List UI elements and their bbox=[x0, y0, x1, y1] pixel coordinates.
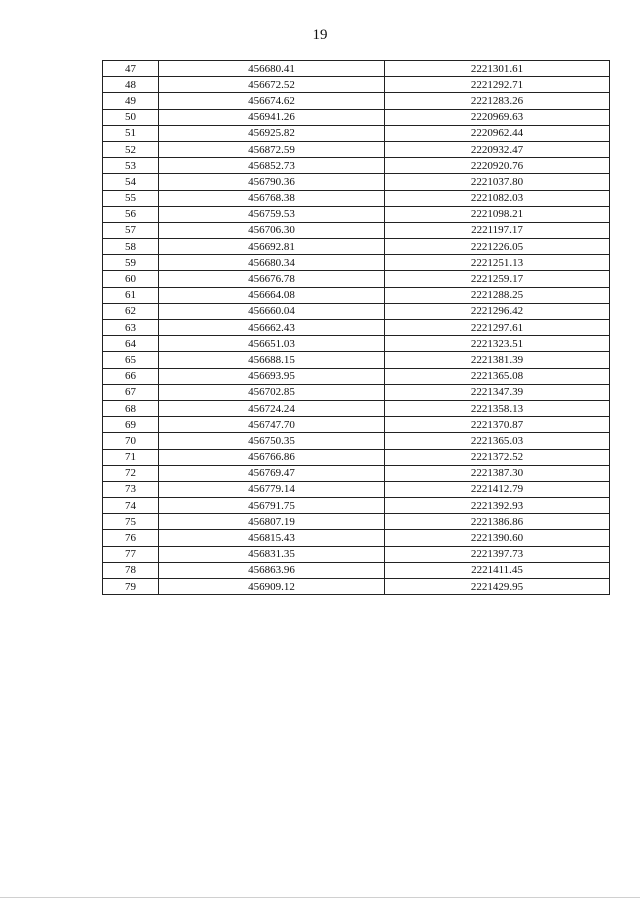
point-number-cell: 53 bbox=[103, 158, 159, 174]
x-coordinate-cell: 456651.03 bbox=[159, 336, 385, 352]
table-row bbox=[103, 384, 610, 400]
table-row bbox=[103, 368, 610, 384]
point-number-cell: 60 bbox=[103, 271, 159, 287]
page-number: 19 bbox=[312, 27, 328, 43]
x-coordinate-cell: 456769.47 bbox=[159, 465, 385, 481]
point-number-cell: 69 bbox=[103, 417, 159, 433]
coordinates-table-body bbox=[103, 61, 610, 595]
x-coordinate-cell: 456674.62 bbox=[159, 93, 385, 109]
x-coordinate-cell: 456807.19 bbox=[159, 514, 385, 530]
y-coordinate-cell: 2221288.25 bbox=[385, 287, 610, 303]
x-coordinate-cell: 456662.43 bbox=[159, 320, 385, 336]
x-coordinate-cell: 456768.38 bbox=[159, 190, 385, 206]
y-coordinate-cell: 2221301.61 bbox=[385, 61, 610, 77]
table-row bbox=[103, 530, 610, 546]
y-coordinate-cell: 2221251.13 bbox=[385, 255, 610, 271]
table-row bbox=[103, 222, 610, 238]
table-row bbox=[103, 206, 610, 222]
table-row bbox=[103, 271, 610, 287]
table-row bbox=[103, 546, 610, 562]
x-coordinate-cell: 456852.73 bbox=[159, 158, 385, 174]
x-coordinate-cell: 456779.14 bbox=[159, 481, 385, 497]
x-coordinate-cell: 456676.78 bbox=[159, 271, 385, 287]
table-row bbox=[103, 77, 610, 93]
x-coordinate-cell: 456706.30 bbox=[159, 222, 385, 238]
x-coordinate-cell: 456941.26 bbox=[159, 109, 385, 125]
point-number-cell: 55 bbox=[103, 190, 159, 206]
point-number-cell: 66 bbox=[103, 368, 159, 384]
table-row bbox=[103, 61, 610, 77]
x-coordinate-cell: 456660.04 bbox=[159, 303, 385, 319]
y-coordinate-cell: 2221259.17 bbox=[385, 271, 610, 287]
y-coordinate-cell: 2221412.79 bbox=[385, 481, 610, 497]
point-number-cell: 72 bbox=[103, 465, 159, 481]
point-number-cell: 76 bbox=[103, 530, 159, 546]
y-coordinate-cell: 2221323.51 bbox=[385, 336, 610, 352]
y-coordinate-cell: 2220969.63 bbox=[385, 109, 610, 125]
point-number-cell: 63 bbox=[103, 320, 159, 336]
y-coordinate-cell: 2221392.93 bbox=[385, 498, 610, 514]
y-coordinate-cell: 2221372.52 bbox=[385, 449, 610, 465]
point-number-cell: 64 bbox=[103, 336, 159, 352]
point-number-cell: 65 bbox=[103, 352, 159, 368]
x-coordinate-cell: 456790.36 bbox=[159, 174, 385, 190]
y-coordinate-cell: 2221037.80 bbox=[385, 174, 610, 190]
x-coordinate-cell: 456724.24 bbox=[159, 400, 385, 416]
table-row bbox=[103, 303, 610, 319]
point-number-cell: 58 bbox=[103, 239, 159, 255]
coordinates-table bbox=[102, 60, 610, 595]
y-coordinate-cell: 2221429.95 bbox=[385, 579, 610, 595]
table-row bbox=[103, 239, 610, 255]
y-coordinate-cell: 2221386.86 bbox=[385, 514, 610, 530]
table-row bbox=[103, 158, 610, 174]
point-number-cell: 57 bbox=[103, 222, 159, 238]
x-coordinate-cell: 456759.53 bbox=[159, 206, 385, 222]
y-coordinate-cell: 2220932.47 bbox=[385, 141, 610, 157]
y-coordinate-cell: 2221387.30 bbox=[385, 465, 610, 481]
point-number-cell: 79 bbox=[103, 579, 159, 595]
x-coordinate-cell: 456747.70 bbox=[159, 417, 385, 433]
point-number-cell: 74 bbox=[103, 498, 159, 514]
y-coordinate-cell: 2221411.45 bbox=[385, 562, 610, 578]
y-coordinate-cell: 2221397.73 bbox=[385, 546, 610, 562]
x-coordinate-cell: 456863.96 bbox=[159, 562, 385, 578]
y-coordinate-cell: 2221390.60 bbox=[385, 530, 610, 546]
y-coordinate-cell: 2221297.61 bbox=[385, 320, 610, 336]
x-coordinate-cell: 456680.41 bbox=[159, 61, 385, 77]
x-coordinate-cell: 456664.08 bbox=[159, 287, 385, 303]
point-number-cell: 47 bbox=[103, 61, 159, 77]
point-number-cell: 73 bbox=[103, 481, 159, 497]
table-row bbox=[103, 449, 610, 465]
point-number-cell: 71 bbox=[103, 449, 159, 465]
table-row bbox=[103, 109, 610, 125]
point-number-cell: 67 bbox=[103, 384, 159, 400]
point-number-cell: 61 bbox=[103, 287, 159, 303]
y-coordinate-cell: 2221365.08 bbox=[385, 368, 610, 384]
x-coordinate-cell: 456831.35 bbox=[159, 546, 385, 562]
x-coordinate-cell: 456925.82 bbox=[159, 125, 385, 141]
table-row bbox=[103, 562, 610, 578]
table-row bbox=[103, 190, 610, 206]
x-coordinate-cell: 456872.59 bbox=[159, 141, 385, 157]
y-coordinate-cell: 2221370.87 bbox=[385, 417, 610, 433]
y-coordinate-cell: 2221358.13 bbox=[385, 400, 610, 416]
table-row bbox=[103, 93, 610, 109]
y-coordinate-cell: 2221197.17 bbox=[385, 222, 610, 238]
table-row bbox=[103, 125, 610, 141]
x-coordinate-cell: 456791.75 bbox=[159, 498, 385, 514]
x-coordinate-cell: 456702.85 bbox=[159, 384, 385, 400]
point-number-cell: 77 bbox=[103, 546, 159, 562]
point-number-cell: 52 bbox=[103, 141, 159, 157]
x-coordinate-cell: 456680.34 bbox=[159, 255, 385, 271]
x-coordinate-cell: 456692.81 bbox=[159, 239, 385, 255]
table-row bbox=[103, 352, 610, 368]
point-number-cell: 51 bbox=[103, 125, 159, 141]
y-coordinate-cell: 2221292.71 bbox=[385, 77, 610, 93]
x-coordinate-cell: 456750.35 bbox=[159, 433, 385, 449]
x-coordinate-cell: 456815.43 bbox=[159, 530, 385, 546]
x-coordinate-cell: 456688.15 bbox=[159, 352, 385, 368]
point-number-cell: 48 bbox=[103, 77, 159, 93]
table-row bbox=[103, 400, 610, 416]
point-number-cell: 56 bbox=[103, 206, 159, 222]
x-coordinate-cell: 456672.52 bbox=[159, 77, 385, 93]
y-coordinate-cell: 2221226.05 bbox=[385, 239, 610, 255]
table-row bbox=[103, 141, 610, 157]
point-number-cell: 78 bbox=[103, 562, 159, 578]
table-row bbox=[103, 417, 610, 433]
point-number-cell: 50 bbox=[103, 109, 159, 125]
table-row bbox=[103, 320, 610, 336]
table-row bbox=[103, 481, 610, 497]
point-number-cell: 75 bbox=[103, 514, 159, 530]
table-row bbox=[103, 255, 610, 271]
table-row bbox=[103, 174, 610, 190]
table-row bbox=[103, 465, 610, 481]
table-row bbox=[103, 287, 610, 303]
table-row bbox=[103, 498, 610, 514]
y-coordinate-cell: 2221381.39 bbox=[385, 352, 610, 368]
point-number-cell: 68 bbox=[103, 400, 159, 416]
point-number-cell: 49 bbox=[103, 93, 159, 109]
y-coordinate-cell: 2221365.03 bbox=[385, 433, 610, 449]
table-row bbox=[103, 579, 610, 595]
y-coordinate-cell: 2220920.76 bbox=[385, 158, 610, 174]
x-coordinate-cell: 456909.12 bbox=[159, 579, 385, 595]
point-number-cell: 70 bbox=[103, 433, 159, 449]
y-coordinate-cell: 2221082.03 bbox=[385, 190, 610, 206]
page-bottom-edge bbox=[0, 897, 640, 898]
y-coordinate-cell: 2221296.42 bbox=[385, 303, 610, 319]
x-coordinate-cell: 456693.95 bbox=[159, 368, 385, 384]
y-coordinate-cell: 2220962.44 bbox=[385, 125, 610, 141]
y-coordinate-cell: 2221098.21 bbox=[385, 206, 610, 222]
x-coordinate-cell: 456766.86 bbox=[159, 449, 385, 465]
table-row bbox=[103, 433, 610, 449]
table-row bbox=[103, 514, 610, 530]
y-coordinate-cell: 2221347.39 bbox=[385, 384, 610, 400]
point-number-cell: 59 bbox=[103, 255, 159, 271]
point-number-cell: 54 bbox=[103, 174, 159, 190]
point-number-cell: 62 bbox=[103, 303, 159, 319]
y-coordinate-cell: 2221283.26 bbox=[385, 93, 610, 109]
table-row bbox=[103, 336, 610, 352]
